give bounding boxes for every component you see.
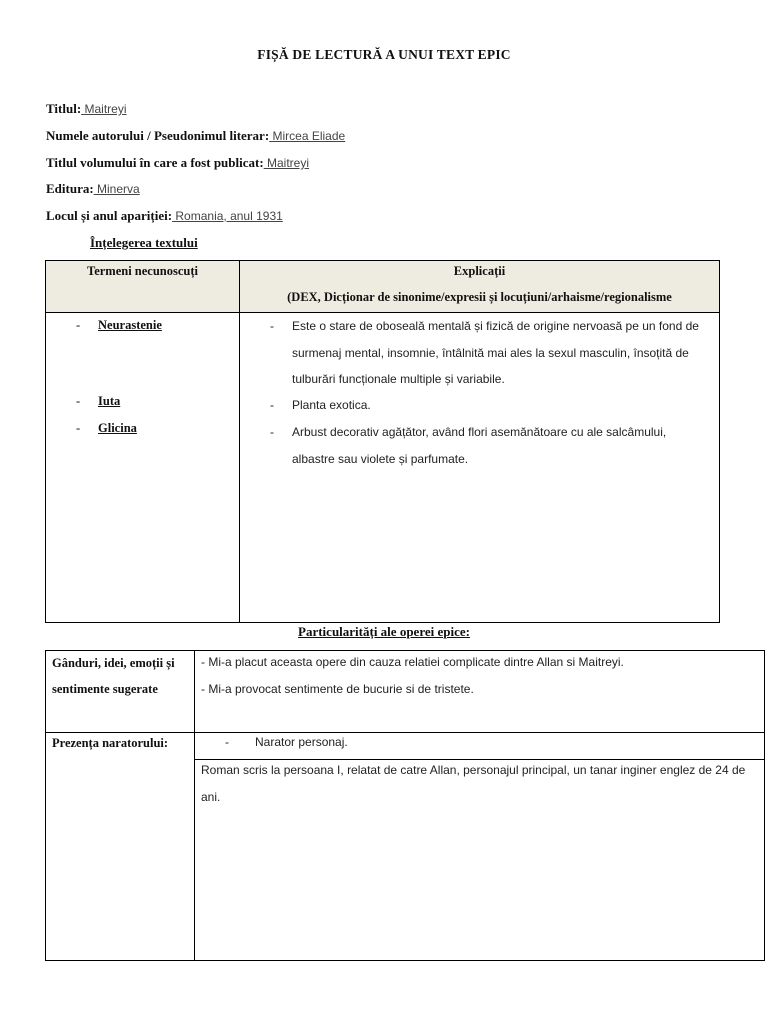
explanation-text: Arbust decorativ agățător, având flori asemănătoare cu ale salcâmului, albastre sau violete și parfumate. bbox=[292, 425, 667, 466]
meta-volume bbox=[46, 155, 309, 171]
explanation-text: Planta exotica. bbox=[292, 398, 371, 412]
meta-label: Numele autorului / Pseudonimul literar: bbox=[46, 128, 270, 143]
dash: - bbox=[76, 421, 81, 435]
explanation-item bbox=[270, 419, 700, 472]
meta-label: Titlul: bbox=[46, 101, 82, 116]
term-item bbox=[76, 394, 120, 409]
dash: - bbox=[225, 735, 229, 749]
meta-value: Minerva bbox=[93, 182, 140, 196]
column-divider bbox=[194, 651, 195, 960]
terms-table bbox=[45, 260, 720, 623]
meta-value: Mircea Eliade bbox=[269, 129, 346, 143]
text-line: - Mi-a placut aceasta opere din cauza relatiei complicate dintre Allan si Maitreyi. bbox=[201, 655, 624, 669]
text-line: - Mi-a provocat sentimente de bucurie si de tristete. bbox=[201, 681, 474, 696]
particularities-table bbox=[45, 650, 765, 961]
meta-label: Locul și anul apariției: bbox=[46, 208, 173, 223]
dash: - bbox=[270, 398, 274, 412]
header-explanations-sources: (DEX, Dicționar de sinonime/expresii și locuțiuni/arhaisme/regionalisme bbox=[287, 290, 672, 304]
header-terms: Termeni necunoscuți bbox=[87, 264, 198, 278]
row-label-thoughts: Gânduri, idei, emoții și sentimente sugerate bbox=[52, 656, 175, 696]
header-explanations: Explicații bbox=[453, 264, 506, 278]
meta-title bbox=[46, 101, 127, 117]
meta-value: Maitreyi bbox=[81, 102, 127, 116]
term-item bbox=[76, 318, 162, 333]
meta-author bbox=[46, 128, 345, 144]
dash: - bbox=[76, 318, 81, 332]
document-title: FIȘĂ DE LECTURĂ A UNUI TEXT EPIC bbox=[257, 47, 511, 62]
meta-label: Titlul volumului în care a fost publicat: bbox=[46, 155, 264, 170]
section-heading: Înțelegerea textului bbox=[90, 235, 198, 250]
term-word: Iuta bbox=[98, 394, 121, 408]
explanation-item bbox=[270, 313, 700, 393]
meta-value: Maitreyi bbox=[263, 156, 310, 170]
particularities-heading: Particularități ale operei epice: bbox=[298, 624, 470, 639]
dash: - bbox=[270, 319, 274, 333]
term-item bbox=[76, 421, 137, 436]
meta-value: Romania, anul 1931 bbox=[172, 209, 283, 223]
column-divider bbox=[239, 261, 240, 622]
explanation-item bbox=[270, 392, 700, 419]
narrator-type: Narator personaj. bbox=[255, 735, 348, 749]
term-word: Neurastenie bbox=[98, 318, 162, 332]
dash: - bbox=[76, 394, 81, 408]
narrator-description: Roman scris la persoana I, relatat de catre Allan, personajul principal, un tanar inginer englez de 24 de ani. bbox=[201, 763, 746, 804]
row-text-thoughts bbox=[201, 649, 754, 702]
meta-label: Editura: bbox=[46, 181, 94, 196]
meta-publisher bbox=[46, 181, 140, 197]
meta-place-year bbox=[46, 208, 283, 224]
narrator-bullet bbox=[201, 729, 754, 756]
dash: - bbox=[270, 425, 274, 439]
explanation-text: Este o stare de oboseală mentală și fizică de origine nervoasă pe un fond de surmenaj mental, insomnie, întâlnită mai ales la sexul masculin, însoțită de tulburări funcționale multiple și variabile. bbox=[292, 319, 699, 386]
term-word: Glicina bbox=[98, 421, 137, 435]
row-label-narrator: Prezența naratorului: bbox=[52, 736, 169, 750]
